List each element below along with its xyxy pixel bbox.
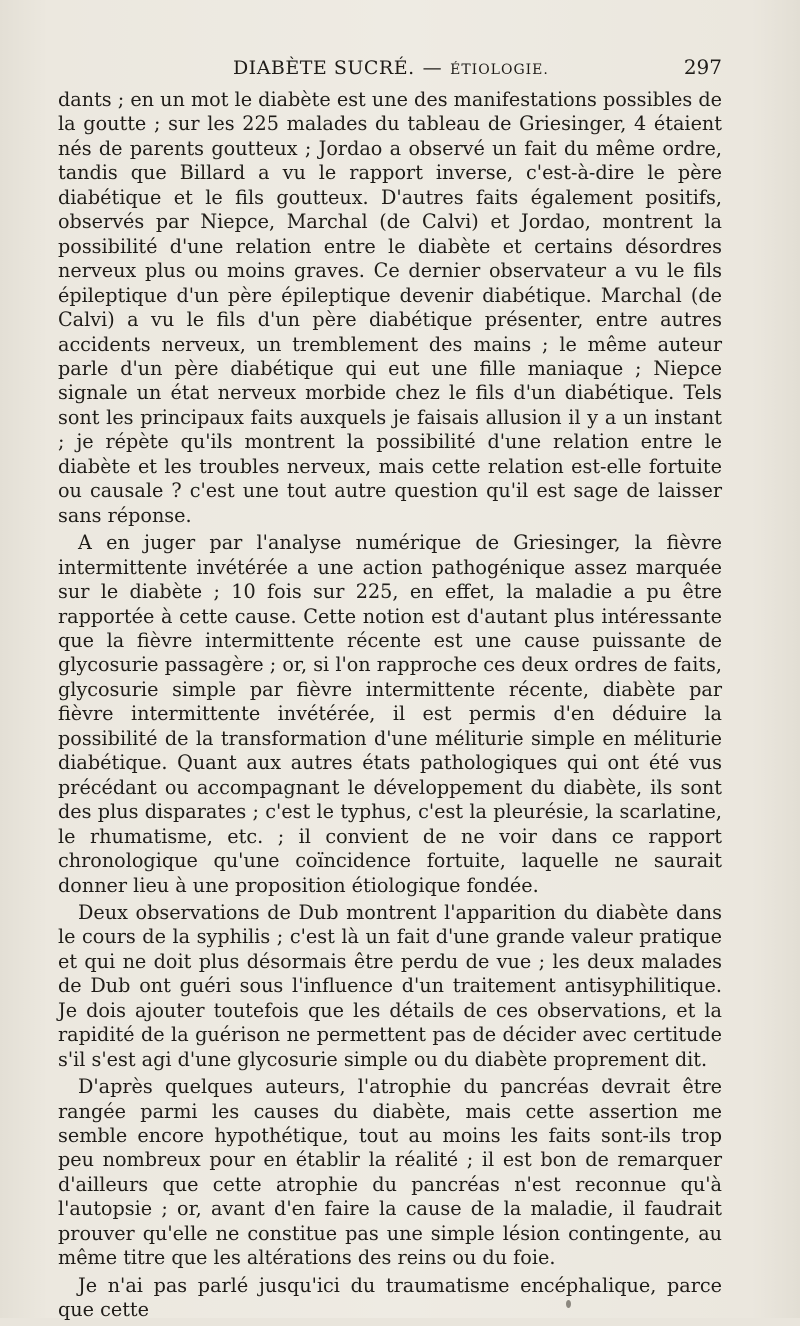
paper-speck bbox=[566, 1300, 571, 1308]
running-head-title: DIABÈTE SUCRÉ. bbox=[232, 57, 415, 79]
running-head bbox=[58, 57, 684, 79]
paragraph-heredity: dants ; en un mot le diabète est une des manifestations possibles de la goutte ; sur les 225 malades du tableau de Griesinger, 4 étaient nés de parents goutteux ; Jordao a observé un fait du même ordre, tandis que Billard a vu le rapport inverse, c'est-à-dire le père diabétique et le fils goutteux. D'autres faits également positifs, observés par Niepce, Marchal (de Calvi) et Jordao, montrent la possibilité d'une relation entre le diabète et certains désordres nerveux plus ou moins graves. Ce dernier observateur a vu le fils épileptique d'un père épileptique devenir diabétique. Marchal (de Calvi) a vu le fils d'un père diabétique présenter, entre autres accidents nerveux, un tremblement des mains ; le même auteur parle d'un père diabétique qui eut une fille maniaque ; Niepce signale un état nerveux morbide chez le fils d'un diabétique. Tels sont les principaux faits auxquels je faisais allusion il y a un instant ; je répète qu'ils montrent la possibilité d'une relation entre le diabète et les troubles nerveux, mais cette relation est-elle fortuite ou causale ? c'est une tout autre question qu'il est sage de laisser sans réponse. bbox=[58, 88, 722, 527]
running-head-separator: — bbox=[422, 57, 443, 79]
body-text bbox=[58, 88, 722, 1326]
page-header bbox=[58, 55, 722, 85]
paragraph-intermittent-fever: A en juger par l'analyse numérique de Griesinger, la fièvre intermittente invétérée a une action pathogénique assez marquée sur le diabète ; 10 fois sur 225, en effet, la maladie a pu être rapportée à cette cause. Cette notion est d'autant plus intéressante que la fièvre intermittente récente est une cause puissante de glycosurie passagère ; or, si l'on rapproche ces deux ordres de faits, glycosurie simple par fièvre intermittente récente, diabète par fièvre intermittente invétérée, il est permis d'en déduire la possibilité de la transformation d'une méliturie simple en méliturie diabétique. Quant aux autres états pathologiques qui ont été vus précédant ou accompagnant le développement du diabète, ils sont des plus disparates ; c'est le typhus, c'est la pleurésie, la scarlatine, le rhumatisme, etc. ; il convient de ne voir dans ce rapport chronologique qu'une coïncidence fortuite, laquelle ne saurait donner lieu à une proposition étiologique fondée. bbox=[58, 531, 722, 897]
paragraph-traumatism: Je n'ai pas parlé jusqu'ici du traumatisme encéphalique, parce que cette bbox=[58, 1273, 722, 1322]
page-number: 297 bbox=[683, 55, 722, 79]
paragraph-pancreas: D'après quelques auteurs, l'atrophie du pancréas devrait être rangée parmi les causes du diabète, mais cette assertion me semble encore hypothétique, tout au moins les faits sont-ils trop peu nombreux pour en établir la réalité ; il est bon de remarquer d'ailleurs que cette atrophie du pancréas n'est reconnue qu'à l'autopsie ; or, avant d'en faire la cause de la maladie, il faudrait prouver qu'elle ne constitue pas une simple lésion contingente, au même titre que les altérations des reins ou du foie. bbox=[58, 1075, 722, 1270]
paragraph-syphilis: Deux observations de Dub montrent l'apparition du diabète dans le cours de la syphilis ; c'est là un fait d'une grande valeur pratique et qui ne doit plus désormais être perdu de vue ; les deux malades de Dub ont guéri sous l'influence d'un traitement antisyphilitique. Je dois ajouter toutefois que les détails de ces observations, et la rapidité de la guérison ne permettent pas de décider avec certitude s'il s'est agi d'une glycosurie simple ou du diabète proprement dit. bbox=[58, 900, 722, 1071]
running-head-section: ÉTIOLOGIE. bbox=[450, 62, 549, 78]
